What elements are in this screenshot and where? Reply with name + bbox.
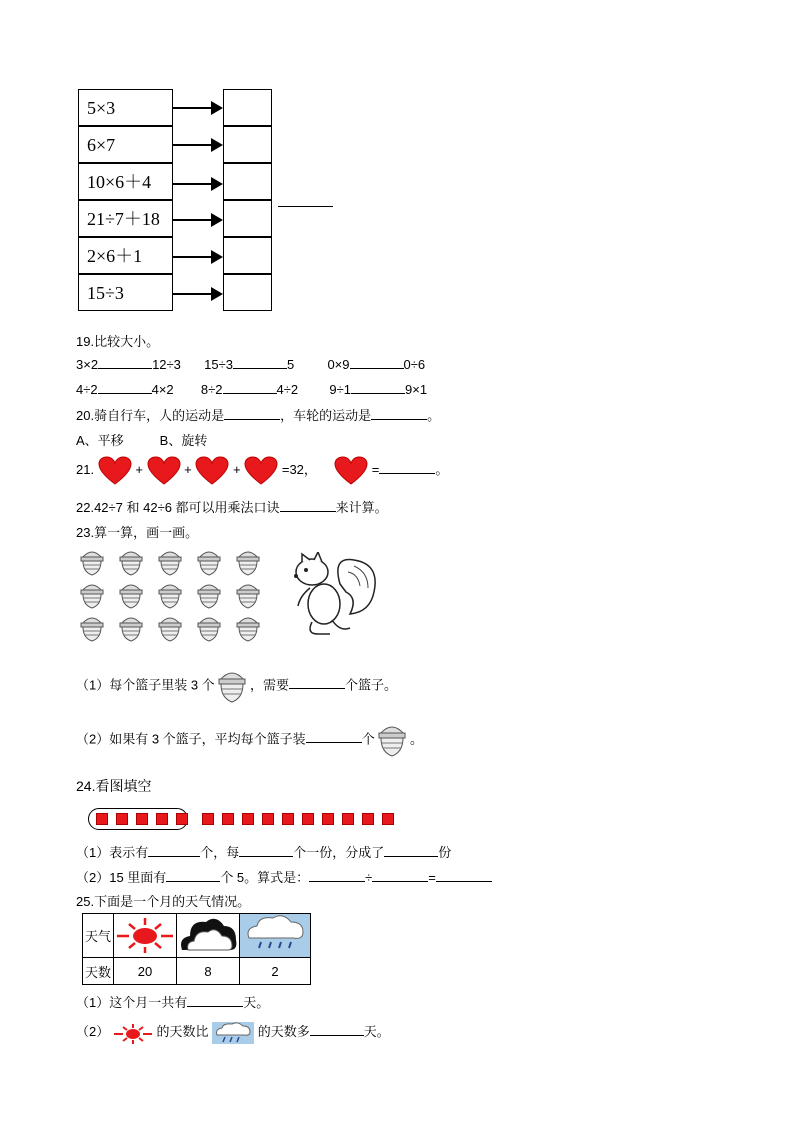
expr: 12÷3 bbox=[152, 357, 181, 372]
rain-cell bbox=[240, 914, 311, 958]
days-sunny: 20 bbox=[114, 958, 177, 985]
squirrel-icon bbox=[288, 552, 380, 638]
acorn-icons bbox=[78, 546, 268, 646]
q25-text: 的天数多 bbox=[257, 1024, 310, 1039]
q24-text: = bbox=[428, 870, 436, 885]
plus-sign: + bbox=[233, 462, 241, 477]
red-square bbox=[362, 813, 374, 825]
question-21 bbox=[76, 455, 448, 486]
sun-icon bbox=[113, 1022, 153, 1044]
heart-icon bbox=[147, 456, 181, 486]
q23-text: 。 bbox=[409, 731, 423, 747]
expression-cell: 15÷3 bbox=[78, 274, 173, 311]
answer-blank[interactable] bbox=[351, 381, 405, 394]
q22-text: 来计算。 bbox=[335, 500, 388, 515]
compare-row-2 bbox=[76, 381, 427, 397]
q25-text: （1）这个月一共有 bbox=[76, 995, 188, 1010]
red-square bbox=[262, 813, 274, 825]
days-cloudy: 8 bbox=[177, 958, 240, 985]
question-24-title: 24.看图填空 bbox=[76, 778, 152, 794]
q20-text: 。 bbox=[427, 408, 441, 423]
red-square bbox=[322, 813, 334, 825]
expr: 9×1 bbox=[405, 382, 428, 397]
days-rainy: 2 bbox=[240, 958, 311, 985]
q24-text: （2）15 里面有 bbox=[76, 870, 167, 885]
rain-icon bbox=[241, 914, 309, 954]
rain-icon bbox=[212, 1022, 254, 1044]
answer-blank[interactable] bbox=[372, 869, 428, 882]
arrow-icon bbox=[173, 137, 223, 153]
cloud-cell bbox=[177, 914, 240, 958]
cloudy-icon bbox=[178, 914, 238, 954]
answer-blank[interactable] bbox=[239, 844, 293, 857]
acorn-icon bbox=[218, 668, 246, 704]
q21-end: 。 bbox=[435, 462, 449, 477]
q20-text: ，车轮的运动是 bbox=[280, 408, 372, 423]
q25-text: 天。 bbox=[363, 1024, 390, 1039]
expression-cell: 10×6＋4 bbox=[78, 163, 173, 200]
question-23-sub-2 bbox=[76, 722, 423, 758]
answer-box[interactable] bbox=[223, 126, 272, 163]
answer-box[interactable] bbox=[223, 163, 272, 200]
answer-blank[interactable] bbox=[306, 730, 362, 743]
answer-blank[interactable] bbox=[187, 994, 243, 1007]
red-square bbox=[96, 813, 108, 825]
acorn-icon bbox=[378, 722, 406, 758]
red-square bbox=[176, 813, 188, 825]
q21-equation: =32， bbox=[281, 462, 317, 477]
answer-blank[interactable] bbox=[280, 499, 336, 512]
expression-cell: 6×7 bbox=[78, 126, 173, 163]
answer-blank[interactable] bbox=[148, 844, 200, 857]
expr: 3×2 bbox=[76, 357, 99, 372]
q21-label: 21. bbox=[76, 462, 95, 477]
answer-box[interactable] bbox=[223, 237, 272, 274]
q24-text: （1）表示有 bbox=[76, 845, 149, 860]
answer-box[interactable] bbox=[223, 200, 272, 237]
plus-sign: + bbox=[184, 462, 192, 477]
question-23-title: 23.算一算，画一画。 bbox=[76, 525, 199, 540]
equals-sign: = bbox=[371, 462, 380, 477]
answer-blank[interactable] bbox=[350, 356, 404, 369]
answer-blank[interactable] bbox=[98, 356, 152, 369]
q23-text: （1）每个篮子里装 3 个 bbox=[76, 677, 215, 693]
heart-icon bbox=[195, 456, 229, 486]
question-22 bbox=[76, 497, 388, 516]
answer-blank[interactable] bbox=[278, 206, 333, 207]
sun-cell bbox=[114, 914, 177, 958]
option-a: A、平移 bbox=[76, 433, 124, 448]
q20-text: 20.骑自行车，人的运动是 bbox=[76, 408, 225, 423]
red-square bbox=[202, 813, 214, 825]
answer-box[interactable] bbox=[223, 89, 272, 126]
q22-text: 22.42÷7 和 42÷6 都可以用乘法口诀 bbox=[76, 500, 280, 515]
q24-text: 个 5。算式是： bbox=[220, 870, 310, 885]
expr: 8÷2 bbox=[200, 382, 223, 397]
q25-text: （2） bbox=[76, 1024, 110, 1039]
row-header-weather: 天气 bbox=[83, 914, 114, 958]
red-square bbox=[342, 813, 354, 825]
question-20 bbox=[76, 405, 440, 424]
answer-blank[interactable] bbox=[98, 381, 152, 394]
q24-text: 个一份，分成了 bbox=[293, 845, 385, 860]
answer-blank[interactable] bbox=[371, 407, 427, 420]
question-24-sub-2 bbox=[76, 867, 492, 886]
q24-text: 份 bbox=[438, 845, 452, 860]
heart-icon bbox=[98, 456, 132, 486]
heart-icon bbox=[334, 456, 368, 486]
red-square bbox=[242, 813, 254, 825]
red-square bbox=[222, 813, 234, 825]
question-25-sub-1 bbox=[76, 992, 269, 1011]
q24-text: 个，每 bbox=[200, 845, 240, 860]
square-row bbox=[96, 813, 402, 825]
answer-box[interactable] bbox=[223, 274, 272, 311]
expr: 4÷2 bbox=[276, 382, 299, 397]
expr: 0×9 bbox=[327, 357, 350, 372]
acorn-grid bbox=[78, 546, 268, 646]
expression-cell: 5×3 bbox=[78, 89, 173, 126]
row-header-days: 天数 bbox=[83, 958, 114, 985]
question-24-sub-1 bbox=[76, 842, 451, 861]
answer-blank[interactable] bbox=[436, 869, 492, 882]
answer-blank[interactable] bbox=[384, 844, 438, 857]
question-25-title: 25.下面是一个月的天气情况。 bbox=[76, 894, 251, 909]
sun-icon bbox=[115, 914, 175, 954]
answer-blank[interactable] bbox=[233, 356, 287, 369]
answer-blank[interactable] bbox=[309, 869, 365, 882]
q23-text: 个篮子。 bbox=[344, 677, 397, 693]
red-square bbox=[382, 813, 394, 825]
arrow-icon bbox=[173, 212, 223, 228]
weather-table bbox=[82, 913, 311, 985]
arrow-icon bbox=[173, 100, 223, 116]
expr: 4×2 bbox=[151, 382, 174, 397]
arrow-icon bbox=[173, 286, 223, 302]
compare-row-1 bbox=[76, 356, 425, 372]
q23-text: ，需要 bbox=[249, 677, 289, 693]
expr: 0÷6 bbox=[403, 357, 426, 372]
expression-cell: 21÷7＋18 bbox=[78, 200, 173, 237]
plus-sign: + bbox=[135, 462, 143, 477]
question-25-sub-2 bbox=[76, 1020, 390, 1044]
expression-cell: 2×6＋1 bbox=[78, 237, 173, 274]
expr: 15÷3 bbox=[204, 357, 233, 372]
question-19-title: 19.比较大小。 bbox=[76, 334, 160, 349]
answer-blank[interactable] bbox=[289, 676, 345, 689]
red-square bbox=[156, 813, 168, 825]
q25-text: 的天数比 bbox=[156, 1024, 209, 1039]
option-b: B、旋转 bbox=[159, 433, 208, 448]
answer-blank[interactable] bbox=[223, 381, 277, 394]
heart-icon bbox=[244, 456, 278, 486]
answer-blank[interactable] bbox=[166, 869, 220, 882]
answer-blank[interactable] bbox=[379, 461, 435, 474]
red-square bbox=[282, 813, 294, 825]
arrow-icon bbox=[173, 249, 223, 265]
answer-blank[interactable] bbox=[224, 407, 280, 420]
q20-options bbox=[76, 430, 207, 449]
answer-blank[interactable] bbox=[310, 1023, 364, 1036]
q23-text: 个 bbox=[361, 731, 375, 747]
red-square bbox=[302, 813, 314, 825]
red-square bbox=[136, 813, 148, 825]
arrow-icon bbox=[173, 176, 223, 192]
question-23-sub-1 bbox=[76, 668, 397, 704]
expr: 9÷1 bbox=[329, 382, 351, 397]
red-square bbox=[116, 813, 128, 825]
expr: 5 bbox=[286, 357, 295, 372]
q24-text: ÷ bbox=[365, 870, 373, 885]
q25-text: 天。 bbox=[243, 995, 270, 1010]
expr: 4÷2 bbox=[76, 382, 98, 397]
q23-text: （2）如果有 3 个篮子，平均每个篮子装 bbox=[76, 731, 306, 747]
